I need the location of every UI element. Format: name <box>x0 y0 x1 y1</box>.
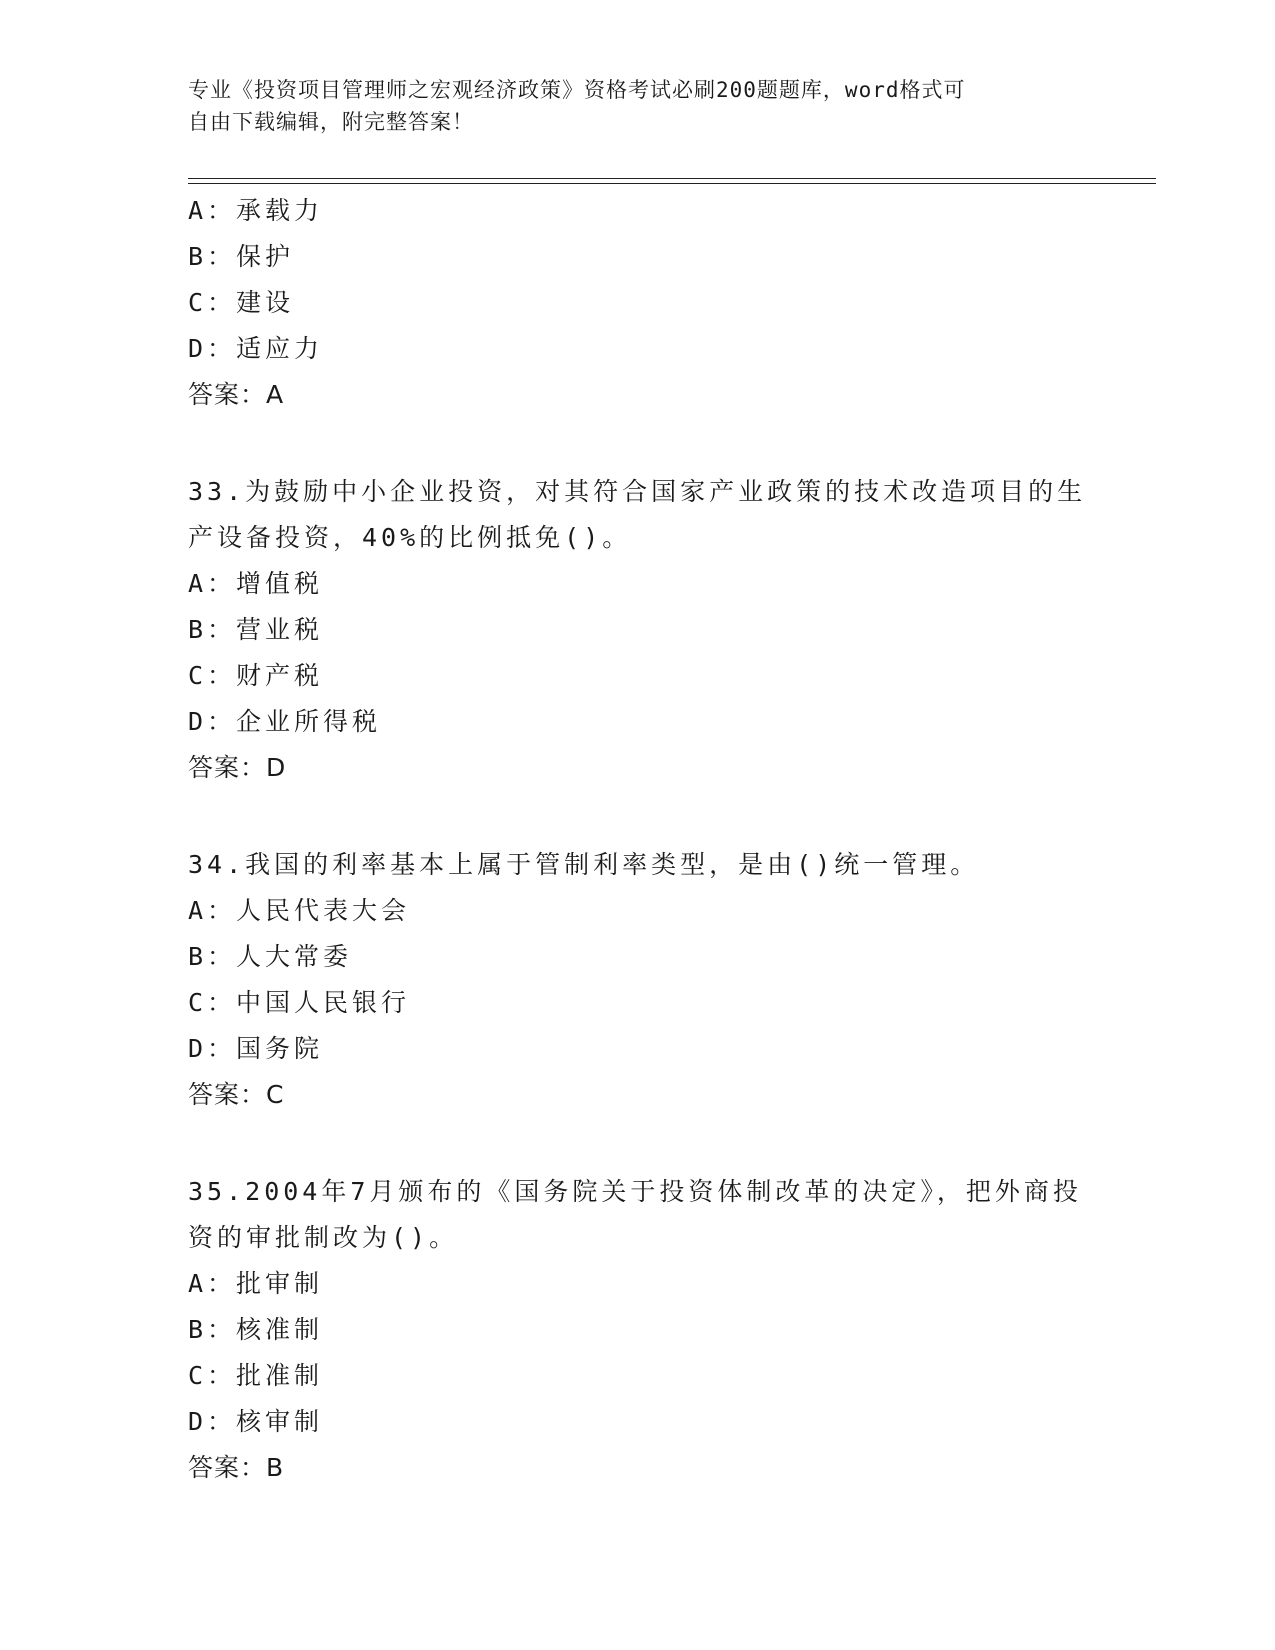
option-a: A：承载力 <box>188 196 324 225</box>
document-header <box>188 74 1068 138</box>
option-a: A：人民代表大会 <box>188 896 411 925</box>
option-d: D：国务院 <box>188 1034 324 1063</box>
question-block-33 <box>188 469 1088 791</box>
header-divider-top <box>188 178 1156 179</box>
option-b: B：核准制 <box>188 1315 324 1344</box>
option-c: C：财产税 <box>188 661 324 690</box>
question-text: 34.我国的利率基本上属于管制利率类型，是由()统一管理。 <box>188 850 980 879</box>
question-list <box>188 188 1088 1542</box>
answer: 答案：B <box>188 1453 285 1482</box>
question-text: 35.2004年7月颁布的《国务院关于投资体制改革的决定》，把外商投资的审批制改为()。 <box>188 1177 1082 1252</box>
answer: 答案：A <box>188 380 285 409</box>
header-line-1: 专业《投资项目管理师之宏观经济政策》资格考试必刷200题题库，word格式可 <box>188 78 966 102</box>
question-text: 33.为鼓励中小企业投资，对其符合国家产业政策的技术改造项目的生产设备投资，40%的比例抵免()。 <box>188 477 1087 552</box>
option-a: A：批审制 <box>188 1269 324 1298</box>
answer: 答案：D <box>188 753 287 782</box>
option-b: B：营业税 <box>188 615 324 644</box>
question-block-34 <box>188 842 1088 1118</box>
option-d: D：企业所得税 <box>188 707 382 736</box>
question-block-35 <box>188 1169 1088 1491</box>
option-b: B：保护 <box>188 242 295 271</box>
option-d: D：核审制 <box>188 1407 324 1436</box>
option-b: B：人大常委 <box>188 942 353 971</box>
header-divider-bottom <box>188 183 1156 184</box>
option-d: D：适应力 <box>188 334 324 363</box>
header-line-2: 自由下载编辑，附完整答案！ <box>188 110 474 134</box>
question-block-32 <box>188 188 1088 418</box>
option-c: C：批准制 <box>188 1361 324 1390</box>
option-c: C：中国人民银行 <box>188 988 411 1017</box>
option-c: C：建设 <box>188 288 295 317</box>
answer: 答案：C <box>188 1080 285 1109</box>
option-a: A：增值税 <box>188 569 324 598</box>
